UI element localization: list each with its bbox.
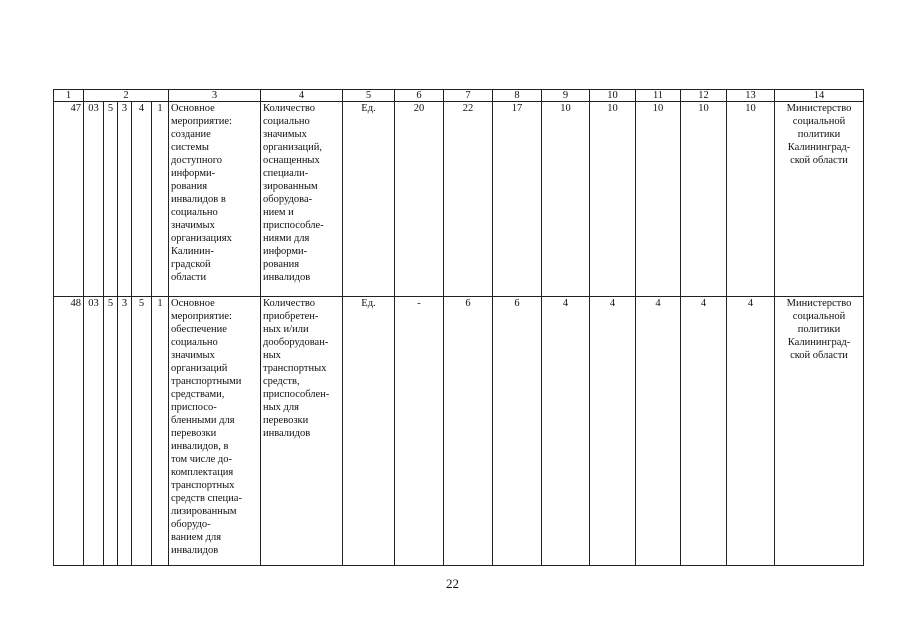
value-cell: 20: [395, 102, 444, 297]
event-description: Основное мероприятие: обеспечение социально значимых организаций транспортными средствами, приспосо- бленными для перевозки инвалидов, в том числе до- комплектация транспортных средств специа- лизированным оборудо- ванием для инвалидов: [169, 297, 261, 566]
header-cell: 2: [84, 90, 169, 102]
value-cell: 6: [444, 297, 493, 566]
header-cell: 9: [542, 90, 590, 102]
responsible-ministry: Министерство социальной политики Калининград- ской области: [775, 297, 864, 566]
header-cell: 8: [493, 90, 542, 102]
header-cell: 14: [775, 90, 864, 102]
table-row: [54, 297, 864, 566]
header-cell: 1: [54, 90, 84, 102]
table-row: [54, 102, 864, 297]
code-cell: 3: [118, 297, 132, 566]
code-cell: 03: [84, 102, 104, 297]
code-cell: 1: [152, 102, 169, 297]
page-number: 22: [446, 576, 459, 591]
value-cell: 10: [727, 102, 775, 297]
header-cell: 13: [727, 90, 775, 102]
value-cell: 17: [493, 102, 542, 297]
header-cell: 5: [343, 90, 395, 102]
event-description: Основное мероприятие: создание системы доступного информи- рования инвалидов в социально значимых организациях Калинин- градской области: [169, 102, 261, 297]
row-number: 47: [54, 102, 84, 297]
value-cell: 10: [590, 102, 636, 297]
value-cell: 10: [681, 102, 727, 297]
header-cell: 11: [636, 90, 681, 102]
value-cell: -: [395, 297, 444, 566]
header-cell: 7: [444, 90, 493, 102]
header-row: [54, 90, 864, 102]
value-cell: 22: [444, 102, 493, 297]
value-cell: 4: [727, 297, 775, 566]
header-cell: 4: [261, 90, 343, 102]
header-cell: 10: [590, 90, 636, 102]
program-table: [53, 89, 864, 566]
code-cell: 1: [152, 297, 169, 566]
unit-cell: Ед.: [343, 102, 395, 297]
value-cell: 6: [493, 297, 542, 566]
code-cell: 5: [104, 297, 118, 566]
code-cell: 4: [132, 102, 152, 297]
indicator-description: Количество социально значимых организаций, оснащенных специали- зированным оборудова- нием и приспособле- ниями для информи- рования инвалидов: [261, 102, 343, 297]
value-cell: 4: [590, 297, 636, 566]
header-cell: 12: [681, 90, 727, 102]
code-cell: 3: [118, 102, 132, 297]
value-cell: 4: [636, 297, 681, 566]
responsible-ministry: Министерство социальной политики Калининград- ской области: [775, 102, 864, 297]
value-cell: 10: [636, 102, 681, 297]
indicator-description: Количество приобретен- ных и/или дооборудован- ных транспортных средств, приспособлен- ных для перевозки инвалидов: [261, 297, 343, 566]
value-cell: 4: [681, 297, 727, 566]
code-cell: 5: [132, 297, 152, 566]
code-cell: 03: [84, 297, 104, 566]
value-cell: 4: [542, 297, 590, 566]
code-cell: 5: [104, 102, 118, 297]
unit-cell: Ед.: [343, 297, 395, 566]
value-cell: 10: [542, 102, 590, 297]
header-cell: 6: [395, 90, 444, 102]
row-number: 48: [54, 297, 84, 566]
header-cell: 3: [169, 90, 261, 102]
